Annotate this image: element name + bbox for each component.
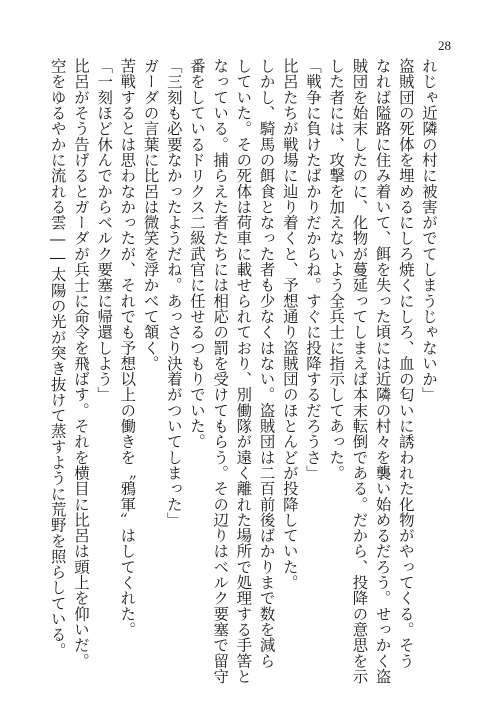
text-line: 「三刻も必要なかったようだね。あっさり決着がついてしまった」 bbox=[164, 58, 183, 528]
text-line: しかし、騎馬の餌食となった者も少なくはない。盗賊団は二百前後ばかりまで数を減ら bbox=[257, 58, 276, 669]
text-line: 苦戦するとは思わなかったが、それでも予想以上の働きを〝鴉軍〟はしてくれた。 bbox=[118, 58, 137, 638]
page-number: 28 bbox=[438, 38, 451, 53]
text-line: 空をゆるやかに流れる雲――太陽の光が突き抜けて蒸すように荒野を照らしている。 bbox=[48, 58, 67, 658]
text-line: 比呂がそう告げるとガーダが兵士に命令を飛ばす。それを横目に比呂は頭上を仰いだ。 bbox=[71, 58, 90, 669]
text-line: 賊団を始末したのに、化物が蔓延ってしまえば本末転倒である。だから、投降の意思を示 bbox=[350, 58, 369, 684]
text-line: ガーダの言葉に比呂は微笑を浮かべて頷く。 bbox=[141, 58, 160, 371]
text-line: した者には、攻撃を加えないよう全兵士に指示してあった。 bbox=[327, 58, 346, 481]
text-line: なっている。捕らえた者たちには相応の罰を受けてもらう。その辺りはベルク要塞で留守 bbox=[211, 58, 230, 684]
body-text bbox=[40, 58, 440, 684]
text-line: 盗賊団の死体を埋めるにしろ焼くにしろ、血の匂いに誘われた化物がやってくる。そう bbox=[396, 58, 415, 669]
text-line: 比呂たちが戦場に辿り着くと、予想通り盗賊団のほとんどが投降していた。 bbox=[280, 58, 299, 591]
text-line: なれば隘路に住み着いて、餌を失った頃には近隣の村々を襲い始めるだろう。せっかく盗 bbox=[373, 58, 392, 684]
text-line: 番をしているドリクス二級武官に任せるつもりでいた。 bbox=[187, 58, 206, 450]
text-line: れじゃ近隣の村に被害がでてしまうじゃないか」 bbox=[420, 58, 438, 403]
text-line: 「戦争に負けたばかりだからね。すぐに投降するだろうさ」 bbox=[303, 58, 322, 481]
text-line: していた。その死体は荷車に載せられており、別働隊が遠く離れた場所で処理する手筈と bbox=[234, 58, 253, 684]
text-line: 「一刻ほど休んでからベルク要塞に帰還しよう」 bbox=[95, 58, 114, 403]
